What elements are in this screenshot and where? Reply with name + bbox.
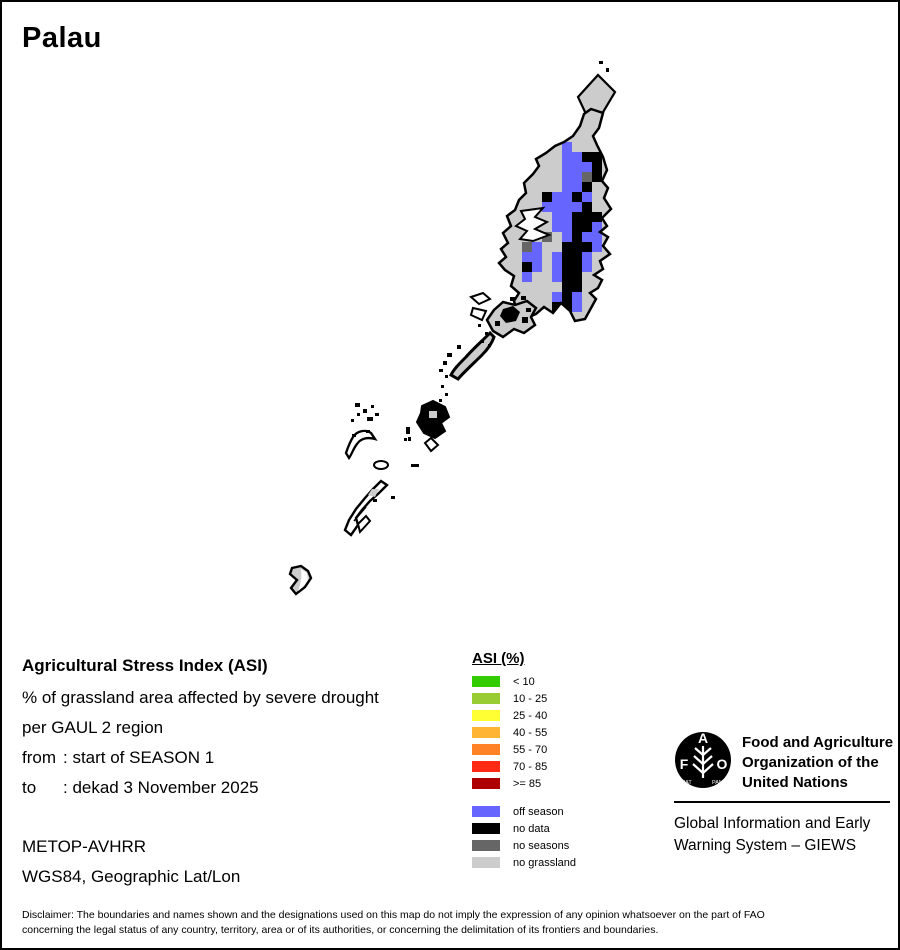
rock-islands <box>439 293 536 402</box>
legend-swatch <box>472 710 500 721</box>
asi-cell <box>582 152 592 162</box>
west-islet <box>471 308 486 320</box>
disclaimer <box>22 908 884 938</box>
oval-islet <box>374 461 388 469</box>
asi-cell <box>582 172 592 182</box>
giews-line: Warning System – GIEWS <box>674 836 857 854</box>
from-value: : start of SEASON 1 <box>63 748 215 767</box>
asi-cell <box>522 242 532 252</box>
west-islet <box>471 293 490 304</box>
asi-cell <box>582 242 592 252</box>
fao-letter-f: F <box>679 756 689 772</box>
map-canvas <box>2 2 900 950</box>
asi-cell <box>582 252 592 262</box>
fao-motto-fiat: FIAT <box>680 780 692 786</box>
legend-label: no grassland <box>513 856 576 869</box>
asi-cell <box>572 262 582 272</box>
disclaimer-line: concerning the legal status of any country, territory, area or of its authorities, or concerning the delimitation of its frontiers and boundaries. <box>22 924 659 936</box>
asi-cell <box>532 252 542 262</box>
asi-cell <box>552 202 562 212</box>
asi-cell <box>552 252 562 262</box>
asi-cell <box>572 272 582 282</box>
page-title: Palau <box>22 22 102 54</box>
asi-cell <box>552 212 562 222</box>
asi-cell <box>582 162 592 172</box>
fao-org-line: Food and Agriculture <box>742 734 894 751</box>
asi-cell <box>592 242 602 252</box>
legend-swatch <box>472 744 500 755</box>
asi-cell <box>552 262 562 272</box>
asi-cell <box>572 292 582 302</box>
legend-row <box>472 724 547 741</box>
asi-cell <box>552 222 562 232</box>
legend-row <box>472 690 547 707</box>
to-value: : dekad 3 November 2025 <box>63 778 259 797</box>
asi-cell <box>562 202 572 212</box>
legend-row <box>472 707 547 724</box>
fao-letter-a: A <box>697 730 709 746</box>
asi-cell <box>582 182 592 192</box>
asi-cell <box>572 182 582 192</box>
asi-cell <box>562 262 572 272</box>
islet-speck <box>599 61 603 64</box>
asi-cell <box>572 172 582 182</box>
period-from-row <box>22 748 214 768</box>
giews-name <box>674 813 870 856</box>
fao-org-line: United Nations <box>742 774 848 791</box>
disclaimer-line: Disclaimer: The boundaries and names shown and the designations used on this map do not imply the expression of any opinion whatsoever on the part of FAO <box>22 909 765 921</box>
footer-divider <box>674 801 890 803</box>
asi-cell <box>582 212 592 222</box>
asi-cell <box>552 292 562 302</box>
legend-row <box>472 854 576 871</box>
asi-cell <box>572 192 582 202</box>
legend-row <box>472 820 576 837</box>
legend-label: < 10 <box>513 675 535 688</box>
fao-organization-name <box>742 733 893 793</box>
legend-row <box>472 741 547 758</box>
asi-cell <box>572 162 582 172</box>
legend-row <box>472 775 547 792</box>
asi-cell <box>572 302 582 312</box>
asi-cell <box>562 282 572 292</box>
legend-label: 55 - 70 <box>513 743 548 756</box>
projection-name: WGS84, Geographic Lat/Lon <box>22 867 241 886</box>
legend-row <box>472 837 576 854</box>
islet-speck <box>606 68 609 72</box>
asi-cell <box>552 272 562 282</box>
legend-label: off season <box>513 805 564 818</box>
asi-cell <box>582 192 592 202</box>
legend-title: ASI (%) <box>472 650 525 667</box>
asi-cell <box>522 252 532 262</box>
legend-swatch <box>472 778 500 789</box>
asi-cell <box>562 252 572 262</box>
asi-cell <box>542 192 552 202</box>
asi-cell <box>592 212 602 222</box>
asi-cell <box>592 162 602 172</box>
asi-cell <box>562 152 572 162</box>
asi-cell <box>582 232 592 242</box>
southern-islands <box>290 401 449 594</box>
asi-cell <box>552 192 562 202</box>
legend-row <box>472 673 547 690</box>
legend-swatch <box>472 840 500 851</box>
asi-cell <box>582 222 592 232</box>
asi-cell <box>572 212 582 222</box>
giews-line: Global Information and Early <box>674 815 871 832</box>
legend-label: >= 85 <box>513 777 542 790</box>
legend-swatch <box>472 806 500 817</box>
legend-label: 40 - 55 <box>513 726 548 739</box>
legend-label: 10 - 25 <box>513 692 548 705</box>
from-label: from <box>22 748 56 767</box>
legend-swatch <box>472 676 500 687</box>
asi-cell <box>562 232 572 242</box>
asi-cell <box>562 192 572 202</box>
fao-logo <box>670 726 736 794</box>
legend-label: no seasons <box>513 839 570 852</box>
asi-cell <box>572 252 582 262</box>
asi-description-line1: % of grassland area affected by severe drought <box>22 688 379 707</box>
fao-letter-o: O <box>716 756 728 772</box>
legend-swatch <box>472 823 500 834</box>
fao-org-line: Organization of the <box>742 754 879 771</box>
asi-cell <box>532 242 542 252</box>
asi-cell <box>532 262 542 272</box>
asi-cell <box>562 222 572 232</box>
asi-cell <box>582 262 592 272</box>
asi-cell <box>522 272 532 282</box>
legend-label: no data <box>513 822 550 835</box>
asi-cell <box>562 242 572 252</box>
asi-cell <box>592 172 602 182</box>
asi-cell <box>582 202 592 212</box>
islet <box>425 438 438 451</box>
asi-cell <box>572 282 582 292</box>
peleliu-prong <box>358 516 370 532</box>
period-to-row <box>22 778 259 798</box>
hook-island <box>346 431 375 458</box>
legend-swatch <box>472 727 500 738</box>
asi-cell <box>572 152 582 162</box>
legend-label: 70 - 85 <box>513 760 548 773</box>
asi-cell <box>562 292 572 302</box>
legend-row <box>472 803 576 820</box>
legend-label: 25 - 40 <box>513 709 548 722</box>
babeldaob-island <box>499 109 611 321</box>
legend-swatch <box>472 693 500 704</box>
asi-cell <box>562 272 572 282</box>
asi-cell <box>572 202 582 212</box>
asi-cell <box>572 222 582 232</box>
asi-cell <box>522 262 532 272</box>
asi-description-line2: per GAUL 2 region <box>22 718 164 737</box>
islet-blob <box>417 401 449 438</box>
asi-cell <box>562 172 572 182</box>
legend-extra-classes <box>472 803 576 871</box>
asi-cell <box>572 232 582 242</box>
asi-cell <box>562 162 572 172</box>
fao-motto-panis: PANIS <box>711 780 729 786</box>
asi-cell <box>562 182 572 192</box>
to-label: to <box>22 778 37 797</box>
legend-asi-classes <box>472 673 547 792</box>
sensor-name: METOP-AVHRR <box>22 837 147 856</box>
legend-swatch <box>472 857 500 868</box>
asi-heading: Agricultural Stress Index (ASI) <box>22 656 268 675</box>
asi-cell <box>562 212 572 222</box>
legend-row <box>472 758 547 775</box>
asi-cell <box>572 242 582 252</box>
barrier-reef-arc <box>451 333 494 379</box>
legend-swatch <box>472 761 500 772</box>
